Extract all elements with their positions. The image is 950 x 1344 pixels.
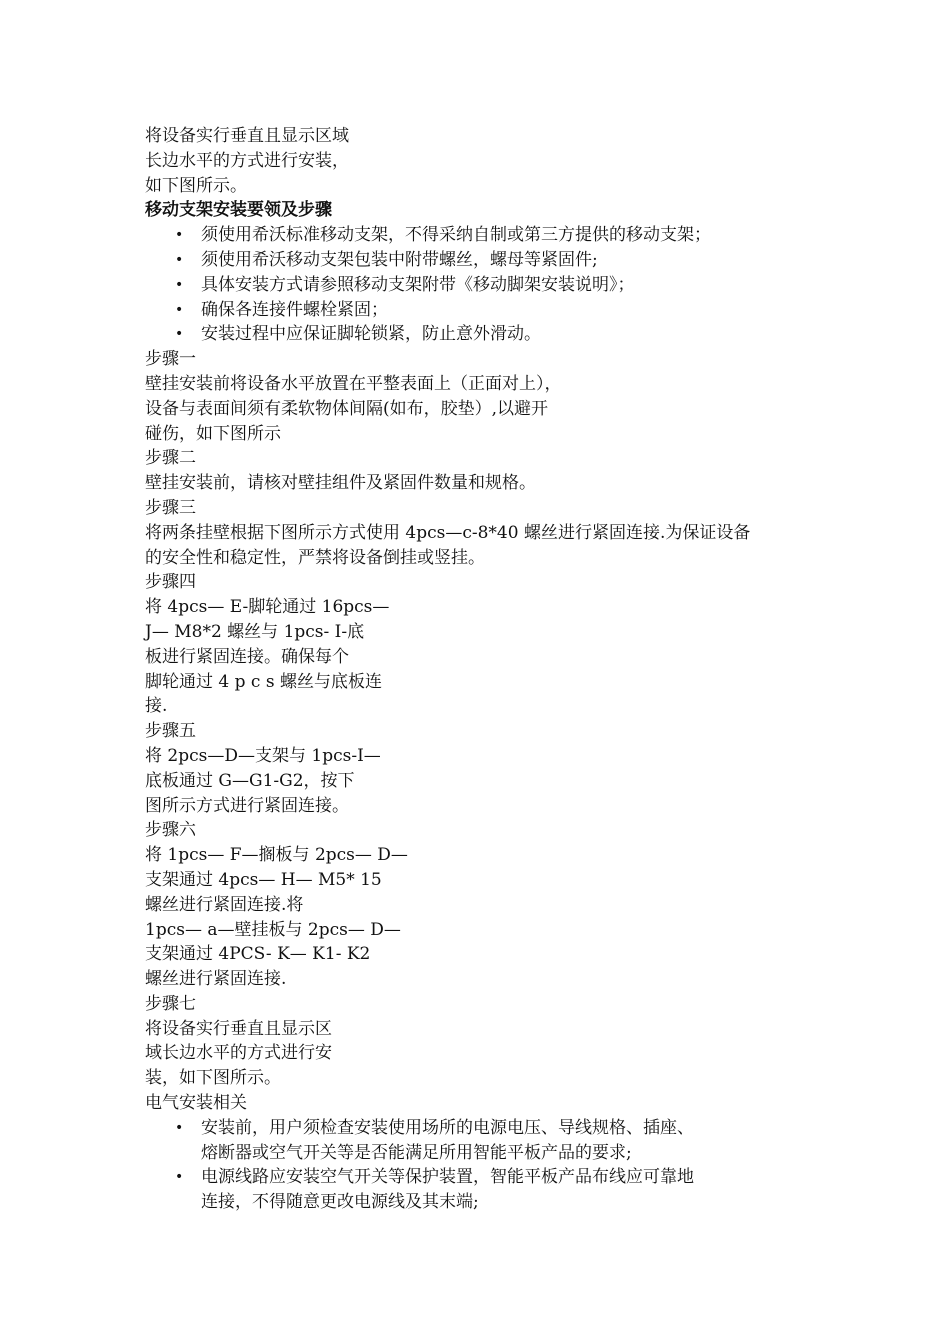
document-body	[145, 124, 845, 1215]
bullet-icon: •	[175, 227, 184, 244]
list-item	[145, 248, 845, 273]
step-3	[145, 496, 845, 570]
text-line: 将 2pcs—D—支架与 1pcs-I—	[145, 745, 381, 766]
text-line: J— M8*2 螺丝与 1pcs- I-底	[145, 621, 365, 642]
text-line: 脚轮通过 4 p c s 螺丝与底板连	[145, 671, 382, 692]
list-item	[145, 1165, 845, 1215]
section-heading-mobile-stand: 移动支架安装要领及步骤	[145, 200, 332, 221]
text-line: 壁挂安装前，请核对壁挂组件及紧固件数量和规格。	[145, 473, 536, 494]
list-item-text: 确保各连接件螺栓紧固；	[201, 299, 388, 320]
list-item	[145, 322, 845, 347]
bullet-icon: •	[175, 276, 184, 293]
list-item	[145, 223, 845, 248]
bullet-icon: •	[175, 1169, 184, 1186]
text-line: 碰伤，如下图所示	[145, 423, 281, 444]
text-line: 将 1pcs— F—搁板与 2pcs— D—	[145, 845, 408, 866]
list-item	[145, 1116, 845, 1166]
step-title: 步骤七	[145, 993, 196, 1014]
bullet-list-mobile-stand	[145, 223, 845, 347]
list-item-text: 安装前，用户须检查安装使用场所的电源电压、导线规格、插座、	[201, 1117, 694, 1138]
list-item-text: 具体安装方式请参照移动支架附带《移动脚架安装说明》；	[201, 274, 635, 295]
text-line: 底板通过 G—G1-G2，按下	[145, 770, 355, 791]
step-7	[145, 992, 845, 1091]
step-title: 步骤二	[145, 448, 196, 469]
step-6	[145, 818, 845, 992]
list-item-text: 须使用希沃移动支架包装中附带螺丝，螺母等紧固件;	[201, 249, 598, 270]
bullet-icon: •	[175, 251, 184, 268]
step-5	[145, 719, 845, 818]
text-line: 板进行紧固连接。确保每个	[145, 646, 349, 667]
step-2	[145, 446, 845, 496]
bullet-icon: •	[175, 301, 184, 318]
step-1	[145, 347, 845, 446]
list-item-text: 电源线路应安装空气开关等保护装置，智能平板产品布线应可靠地	[201, 1167, 694, 1188]
bullet-list-electrical	[145, 1116, 845, 1215]
text-line: 支架通过 4pcs— H— M5* 15	[145, 869, 382, 890]
text-line: 壁挂安装前将设备水平放置在平整表面上（正面对上），	[145, 373, 562, 394]
text-line: 将两条挂壁根据下图所示方式使用 4pcs—c-8*40 螺丝进行紧固连接.为保证设备	[145, 522, 751, 543]
bullet-icon: •	[175, 1119, 184, 1136]
text-line: 的安全性和稳定性，严禁将设备倒挂或竖挂。	[145, 547, 485, 568]
step-title: 步骤四	[145, 572, 196, 593]
step-title: 步骤一	[145, 349, 196, 370]
step-title: 步骤六	[145, 820, 196, 841]
list-item-text: 连接，不得随意更改电源线及其末端;	[201, 1192, 479, 1213]
step-title: 步骤五	[145, 721, 196, 742]
list-item-text: 安装过程中应保证脚轮锁紧，防止意外滑动。	[201, 324, 541, 345]
text-line: 设备与表面间须有柔软物体间隔(如布，胶垫）,以避开	[145, 398, 549, 419]
text-line: 1pcs— a—壁挂板与 2pcs— D—	[145, 919, 401, 940]
text-line: 将设备实行垂直且显示区域	[145, 126, 349, 146]
text-line: 将设备实行垂直且显示区	[145, 1018, 332, 1039]
intro-paragraph	[145, 124, 845, 198]
text-line: 将 4pcs— E-脚轮通过 16pcs—	[145, 597, 390, 618]
list-item	[145, 273, 845, 298]
list-item-text: 须使用希沃标准移动支架，不得采纳自制或第三方提供的移动支架；	[201, 225, 711, 246]
text-line: 图所示方式进行紧固连接。	[145, 795, 349, 816]
bullet-icon: •	[175, 326, 184, 343]
text-line: 接.	[145, 696, 168, 717]
text-line: 如下图所示。	[145, 175, 247, 196]
text-line: 支架通过 4PCS- K— K1- K2	[145, 944, 371, 965]
step-title: 步骤三	[145, 497, 196, 518]
text-line: 域长边水平的方式进行安	[145, 1043, 332, 1064]
list-item	[145, 298, 845, 323]
text-line: 长边水平的方式进行安装，	[145, 150, 349, 171]
section-heading-electrical: 电气安装相关	[145, 1093, 247, 1114]
list-item-text: 熔断器或空气开关等是否能满足所用智能平板产品的要求;	[201, 1142, 632, 1163]
text-line: 装，如下图所示。	[145, 1068, 281, 1089]
text-line: 螺丝进行紧固连接.	[145, 969, 287, 990]
text-line: 螺丝进行紧固连接.将	[145, 894, 304, 915]
step-4	[145, 570, 845, 719]
